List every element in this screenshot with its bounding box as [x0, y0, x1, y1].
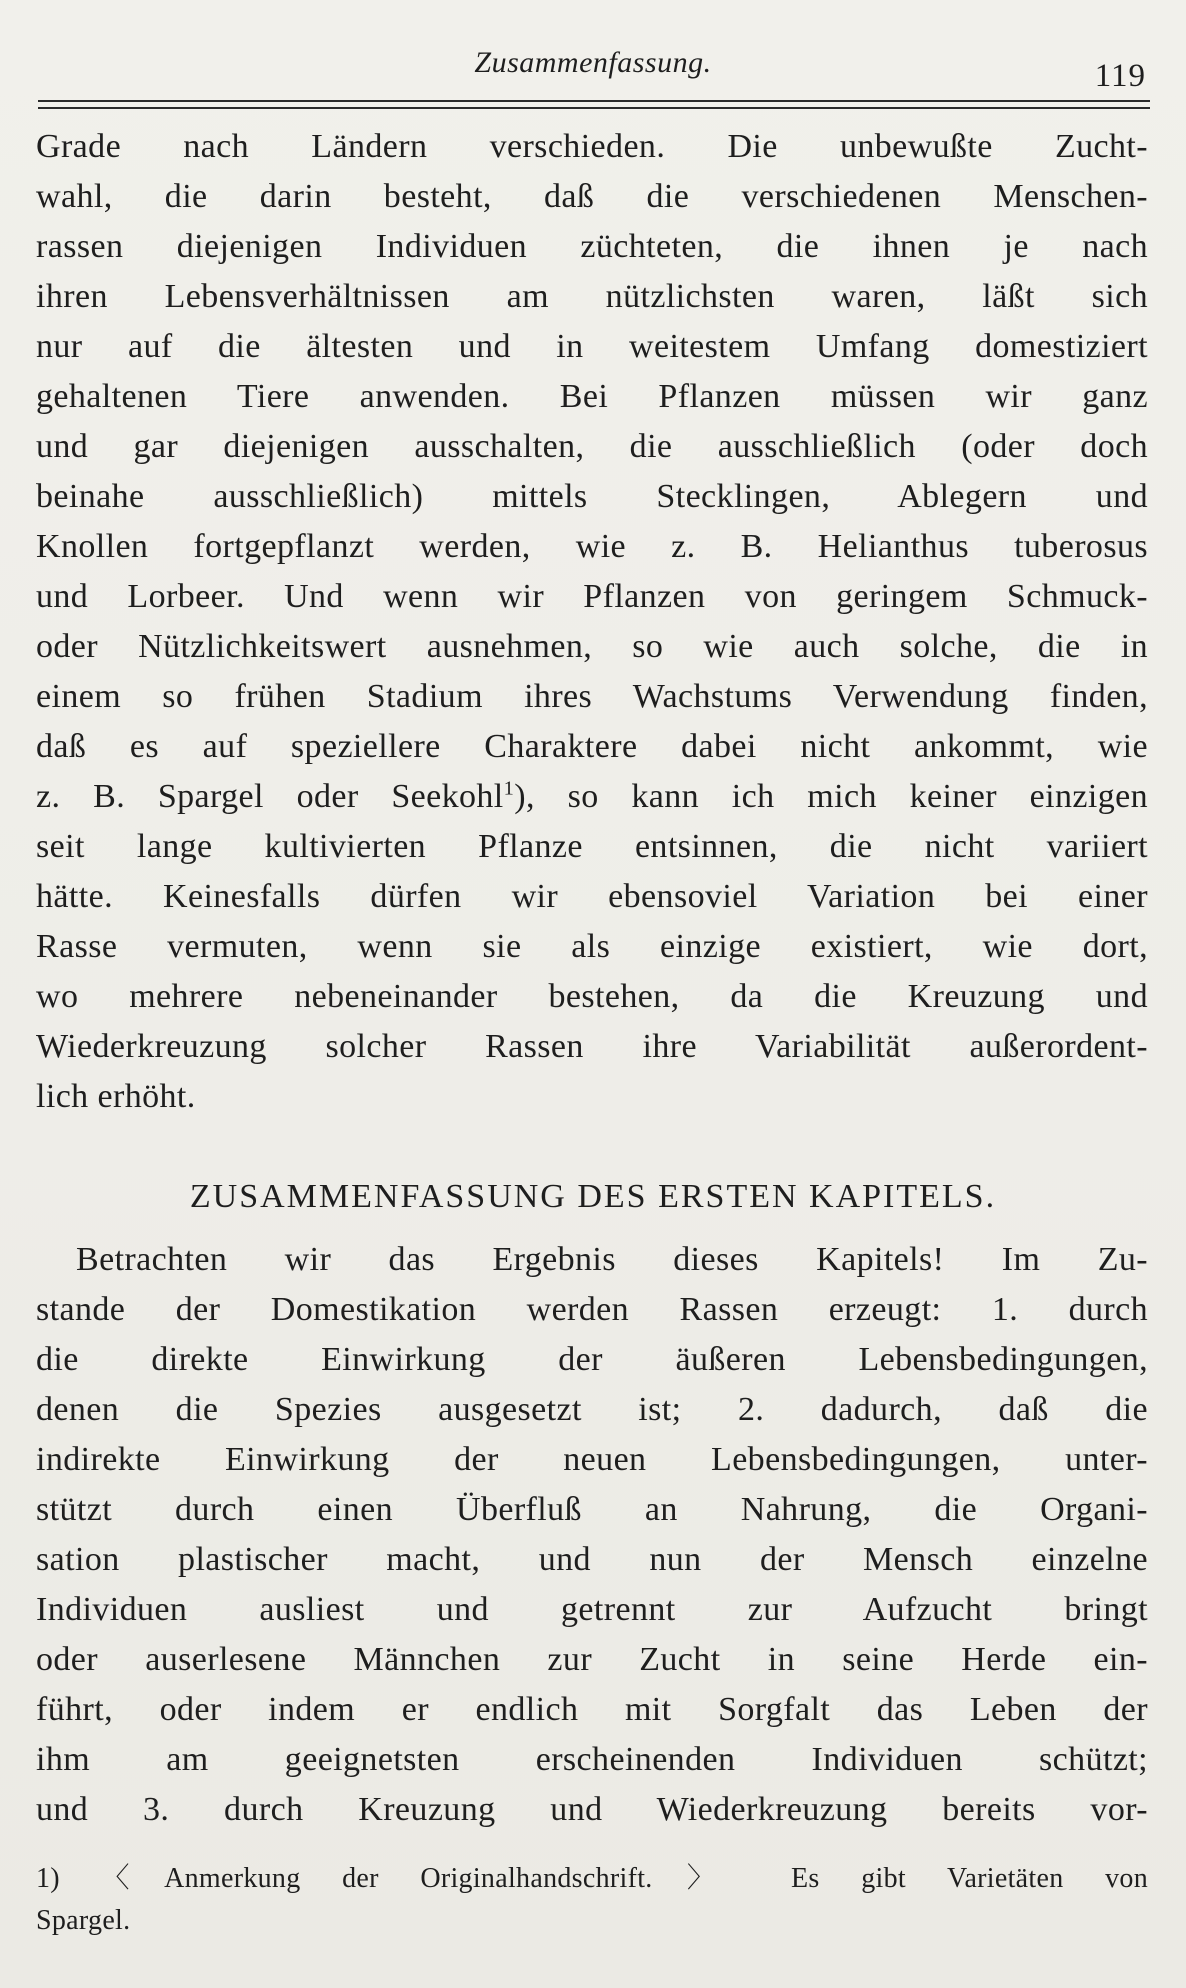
- text-fragment: ), so kann ich mich keiner einzigen: [514, 778, 1149, 815]
- text-line: Betrachten wir das Ergebnis dieses Kapitels! Im Zu-: [76, 1241, 1148, 1278]
- running-title: Zusammenfassung.: [474, 46, 712, 79]
- text-line: ihren Lebensverhältnissen am nützlichsten waren, läßt sich: [36, 278, 1148, 315]
- text-line: und gar diejenigen ausschalten, die ausschließlich (oder doch: [36, 428, 1148, 465]
- text-line: und 3. durch Kreuzung und Wiederkreuzung bereits vor-: [36, 1791, 1148, 1828]
- footnote-line: Spargel.: [36, 1905, 131, 1936]
- text-line: Grade nach Ländern verschieden. Die unbewußte Zucht-: [36, 128, 1148, 165]
- text-line: Knollen fortgepflanzt werden, wie z. B. Helianthus tuberosus: [36, 528, 1148, 565]
- text-line: und Lorbeer. Und wenn wir Pflanzen von geringem Schmuck-: [36, 578, 1148, 615]
- text-line: Individuen ausliest und getrennt zur Aufzucht bringt: [36, 1591, 1148, 1628]
- text-line: wo mehrere nebeneinander bestehen, da die Kreuzung und: [36, 978, 1148, 1015]
- text-line: indirekte Einwirkung der neuen Lebensbedingungen, unter-: [36, 1441, 1148, 1478]
- text-line: sation plastischer macht, und nun der Mensch einzelne: [36, 1541, 1148, 1578]
- text-fragment: z. B. Spargel oder Seekohl: [36, 778, 504, 815]
- footnote: [36, 1858, 1148, 1942]
- text-line: Wiederkreuzung solcher Rassen ihre Variabilität außerordent-: [36, 1028, 1148, 1065]
- text-line: denen die Spezies ausgesetzt ist; 2. dadurch, daß die: [36, 1391, 1148, 1428]
- text-line: ihm am geeignetsten erscheinenden Individuen schützt;: [36, 1741, 1148, 1778]
- text-line: beinahe ausschließlich) mittels Stecklingen, Ablegern und: [36, 478, 1148, 515]
- text-line: nur auf die ältesten und in weitestem Umfang domestiziert: [36, 328, 1148, 365]
- text-line: lich erhöht.: [36, 1078, 196, 1115]
- text-line: Rasse vermuten, wenn sie als einzige existiert, wie dort,: [36, 928, 1148, 965]
- text-line: daß es auf speziellere Charaktere dabei nicht ankommt, wie: [36, 728, 1148, 765]
- text-line-with-footnote-ref: [36, 772, 1148, 822]
- footnote-reference[interactable]: 1: [503, 777, 515, 800]
- text-line: wahl, die darin besteht, daß die verschiedenen Menschen-: [36, 178, 1148, 215]
- text-line: oder Nützlichkeitswert ausnehmen, so wie auch solche, die in: [36, 628, 1148, 665]
- text-line: rassen diejenigen Individuen züchteten, die ihnen je nach: [36, 228, 1148, 265]
- page-number: 119: [1094, 58, 1146, 94]
- text-line: die direkte Einwirkung der äußeren Lebensbedingungen,: [36, 1341, 1148, 1378]
- footnote-line: 1) 〈Anmerkung der Originalhandschrift.〉 Es gibt Varietäten von: [36, 1863, 1148, 1894]
- text-line: oder auserlesene Männchen zur Zucht in seine Herde ein-: [36, 1641, 1148, 1678]
- text-line: führt, oder indem er endlich mit Sorgfalt das Leben der: [36, 1691, 1148, 1728]
- text-line: stande der Domestikation werden Rassen erzeugt: 1. durch: [36, 1291, 1148, 1328]
- text-line: stützt durch einen Überfluß an Nahrung, die Organi-: [36, 1491, 1148, 1528]
- header-double-rule: [38, 100, 1150, 109]
- paragraph-1: [36, 122, 1148, 1122]
- text-line: gehaltenen Tiere anwenden. Bei Pflanzen müssen wir ganz: [36, 378, 1148, 415]
- paragraph-2: [36, 1235, 1148, 1835]
- text-line: einem so frühen Stadium ihres Wachstums Verwendung finden,: [36, 678, 1148, 715]
- text-line: seit lange kultivierten Pflanze entsinnen, die nicht variiert: [36, 828, 1148, 865]
- text-line: hätte. Keinesfalls dürfen wir ebensoviel Variation bei einer: [36, 878, 1148, 915]
- section-heading: ZUSAMMENFASSUNG DES ERSTEN KAPITELS.: [189, 1178, 997, 1215]
